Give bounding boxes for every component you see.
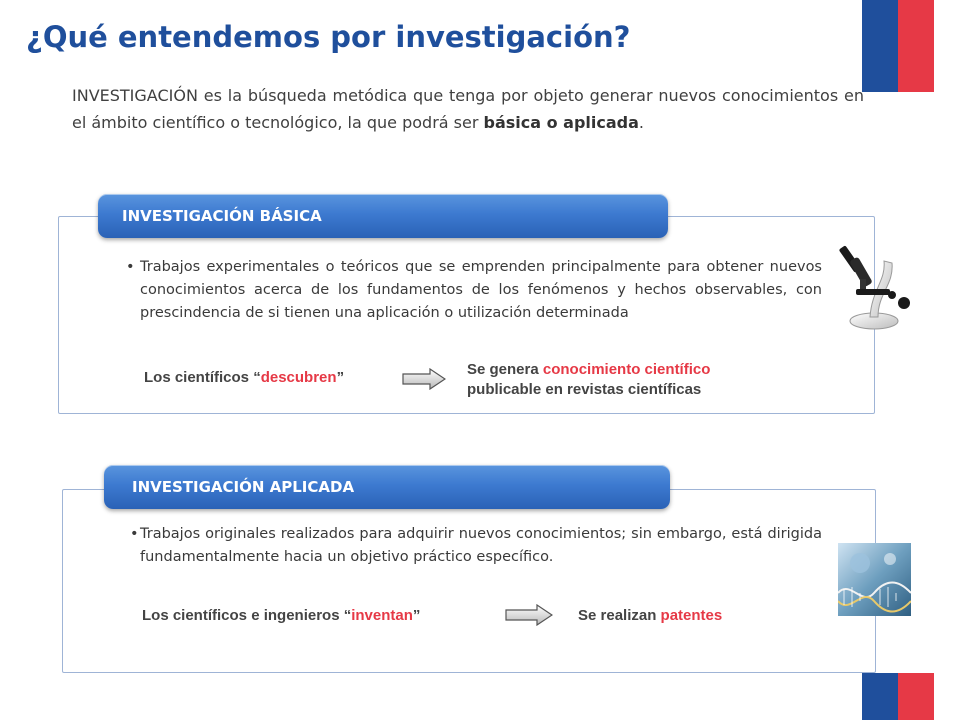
basic-right-keyword: conocimiento científico (542, 361, 711, 378)
applied-right-pre: Se realizan (578, 607, 661, 624)
bullet-symbol: • (130, 526, 139, 542)
applied-flow-left (142, 607, 420, 624)
intro-paragraph (72, 82, 864, 136)
intro-bold: básica o aplicada (483, 113, 639, 132)
applied-research-box (62, 489, 876, 673)
basic-left-keyword: descubren (260, 369, 337, 386)
flag-decoration-bottom (862, 673, 934, 720)
applied-left-post: ” (412, 607, 421, 624)
bullet-symbol: • (126, 259, 135, 275)
applied-right-keyword: patentes (660, 607, 723, 624)
applied-flow-right (578, 607, 722, 624)
page-title: ¿Qué entendemos por investigación? (26, 20, 631, 54)
flag-decoration-top (862, 0, 934, 92)
applied-research-bullet (130, 523, 822, 569)
arrow-right-icon (505, 604, 553, 626)
basic-flow-left (144, 369, 344, 386)
applied-left-keyword: inventan (351, 607, 413, 624)
applied-research-heading: INVESTIGACIÓN APLICADA (104, 465, 670, 509)
basic-left-post: ” (336, 369, 345, 386)
basic-research-heading: INVESTIGACIÓN BÁSICA (98, 194, 668, 238)
basic-flow-right (467, 360, 807, 400)
basic-right-line2: publicable en revistas científicas (467, 381, 702, 398)
dna-icon (838, 543, 911, 616)
basic-left-pre: Los científicos “ (144, 369, 261, 386)
basic-right-pre: Se genera (467, 361, 543, 378)
basic-bullet-text: Trabajos experimentales o teóricos que se emprenden principalmente para obtener nuevos conocimientos acerca de los fundamentos de los fenómenos y hechos observables, con prescindencia de si tienen una aplicación o utilización determinada (140, 259, 822, 321)
intro-text: INVESTIGACIÓN es la búsqueda metódica que tenga por objeto generar nuevos conocimientos en el ámbito científico o tecnológico, la que podrá ser (72, 86, 864, 132)
basic-research-bullet (126, 256, 822, 325)
microscope-icon (834, 233, 914, 333)
arrow-right-icon (402, 368, 446, 390)
applied-left-pre: Los científicos e ingenieros “ (142, 607, 352, 624)
intro-end: . (638, 113, 645, 132)
applied-bullet-text: Trabajos originales realizados para adquirir nuevos conocimientos; sin embargo, está dirigida fundamentalmente hacia un objetivo práctico específico. (140, 526, 822, 565)
